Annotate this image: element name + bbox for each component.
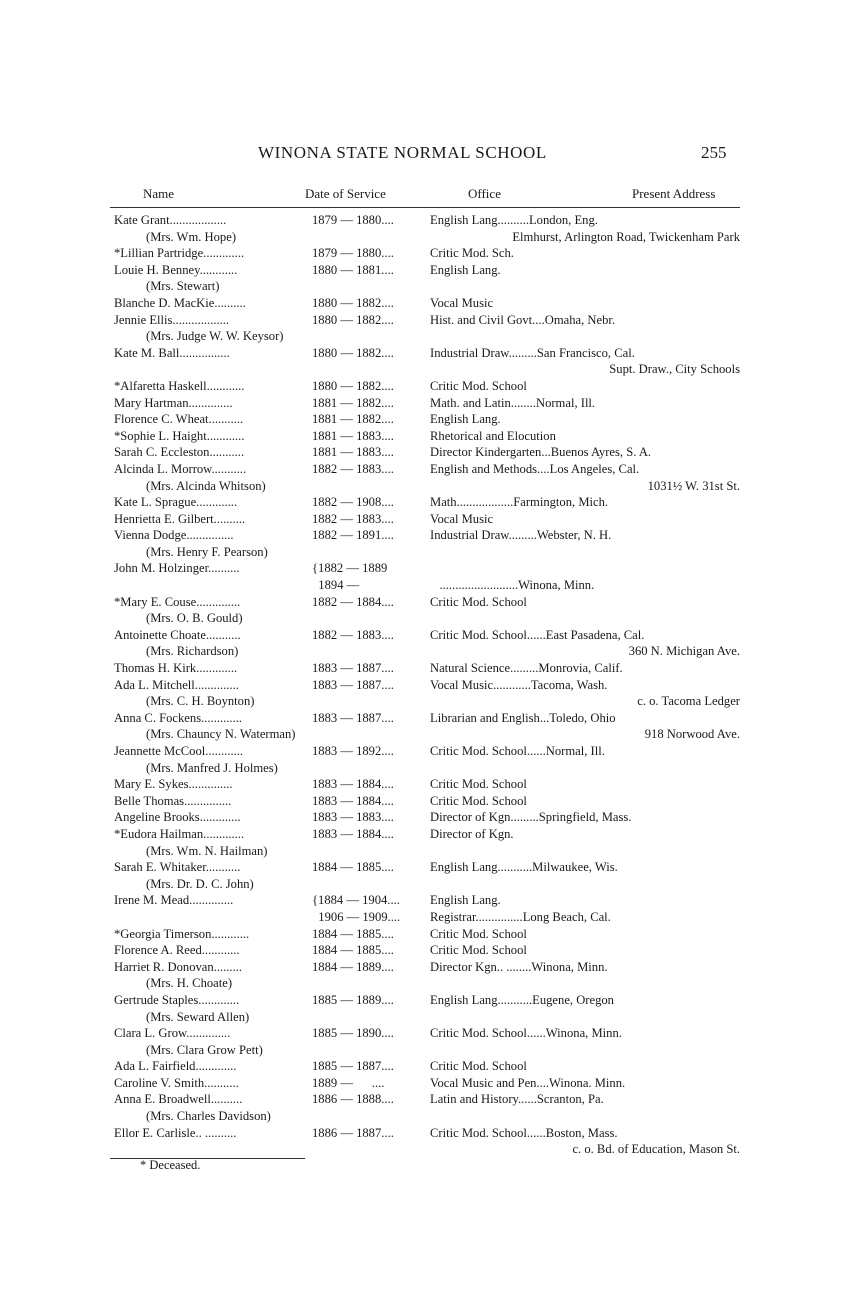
entry-office: Industrial Draw.........Webster, N. H. — [430, 528, 612, 543]
entry-name: Belle Thomas............... — [114, 793, 232, 808]
entry-married-name: (Mrs. Judge W. W. Keysor) — [146, 329, 284, 344]
list-item — [0, 1108, 846, 1125]
col-address-header: Present Address — [632, 186, 716, 201]
entry-married-name: (Mrs. Stewart) — [146, 279, 220, 294]
entry-office: Vocal Music — [430, 295, 494, 310]
entry-office: English Lang. — [430, 262, 501, 277]
entry-name: Gertrude Staples............. — [114, 992, 240, 1007]
list-item — [0, 660, 846, 677]
entry-office: Industrial Draw.........San Francisco, Cal. — [430, 345, 635, 360]
list-item — [0, 610, 846, 627]
list-item — [0, 826, 846, 843]
running-head — [0, 143, 846, 167]
entry-name: Sarah C. Eccleston........... — [114, 445, 245, 460]
entry-dates: 1894 — — [312, 578, 360, 593]
page-title: WINONA STATE NORMAL SCHOOL — [258, 143, 547, 162]
entry-married-name: (Mrs. Chauncy N. Waterman) — [146, 727, 296, 742]
entry-office: Director Kgn.. ........Winona, Minn. — [430, 959, 608, 974]
staff-list — [0, 212, 846, 1162]
entry-dates: 1881 — 1883.... — [312, 445, 394, 460]
entry-dates: 1884 — 1889.... — [312, 959, 394, 974]
entry-married-name: (Mrs. Wm. N. Hailman) — [146, 843, 268, 858]
list-item — [0, 262, 846, 279]
footnote: * Deceased. — [140, 1158, 201, 1172]
list-item — [0, 909, 846, 926]
entry-office: Critic Mod. Sch. — [430, 246, 514, 261]
entry-married-name: (Mrs. Dr. D. C. John) — [146, 876, 254, 891]
entry-name: Kate L. Sprague............. — [114, 495, 238, 510]
list-item — [0, 212, 846, 229]
entry-name: *Mary E. Couse.............. — [114, 594, 241, 609]
entry-office: Vocal Music............Tacoma, Wash. — [430, 677, 608, 692]
entry-name: Mary E. Sykes.............. — [114, 777, 233, 792]
entry-married-name: (Mrs. Charles Davidson) — [146, 1109, 271, 1124]
list-item — [0, 1141, 846, 1158]
entry-name: Clara L. Grow.............. — [114, 1026, 231, 1041]
list-item — [0, 1009, 846, 1026]
entry-office: Critic Mod. School......Normal, Ill. — [430, 744, 605, 758]
entry-name: Vienna Dodge............... — [114, 528, 234, 543]
entry-dates: 1882 — 1908.... — [312, 495, 394, 510]
entry-dates: 1882 — 1884.... — [312, 594, 394, 609]
entry-name: *Lillian Partridge............. — [114, 246, 245, 261]
entry-dates: 1882 — 1883.... — [312, 511, 394, 526]
list-item — [0, 1075, 846, 1092]
list-item — [0, 444, 846, 461]
list-item — [0, 693, 846, 710]
list-item — [0, 843, 846, 860]
list-item — [0, 345, 846, 362]
entry-dates: 1880 — 1882.... — [312, 345, 394, 360]
entry-office: Critic Mod. School — [430, 1059, 527, 1074]
entry-dates: 1886 — 1887.... — [312, 1125, 394, 1140]
entry-dates: 1880 — 1882.... — [312, 295, 394, 310]
list-item — [0, 395, 846, 412]
entry-address: Elmhurst, Arlington Road, Twickenham Park — [512, 229, 740, 244]
entry-married-name: (Mrs. Manfred J. Holmes) — [146, 760, 278, 775]
entry-dates: {1884 — 1904.... — [312, 893, 400, 908]
list-item — [0, 643, 846, 660]
entry-name: Ada L. Mitchell.............. — [114, 677, 239, 692]
entry-office: Director of Kgn.........Springfield, Mass. — [430, 810, 632, 825]
list-item — [0, 361, 846, 378]
entry-married-name: (Mrs. H. Choate) — [146, 976, 233, 991]
entry-name: Harriet R. Donovan......... — [114, 959, 243, 974]
entry-office: Natural Science.........Monrovia, Calif. — [430, 661, 623, 676]
list-item — [0, 1058, 846, 1075]
entry-name: Antoinette Choate........... — [114, 627, 241, 642]
list-item — [0, 295, 846, 312]
list-item — [0, 892, 846, 909]
entry-dates: 1880 — 1881.... — [312, 262, 394, 277]
entry-name: Ada L. Fairfield............. — [114, 1059, 237, 1074]
list-item — [0, 1125, 846, 1142]
entry-married-name: (Mrs. Clara Grow Pett) — [146, 1042, 263, 1057]
entry-office: Latin and History......Scranton, Pa. — [430, 1092, 604, 1107]
list-item — [0, 411, 846, 428]
entry-dates: 1882 — 1883.... — [312, 627, 394, 642]
list-item — [0, 942, 846, 959]
entry-dates: 1882 — 1891.... — [312, 528, 394, 543]
entry-dates: 1883 — 1884.... — [312, 793, 394, 808]
list-item — [0, 494, 846, 511]
entry-name: Florence C. Wheat........... — [114, 412, 244, 427]
entry-name: Caroline V. Smith........... — [114, 1075, 239, 1090]
entry-address: 360 N. Michigan Ave. — [628, 644, 740, 659]
list-item — [0, 461, 846, 478]
entry-dates: 1885 — 1890.... — [312, 1026, 394, 1041]
list-item — [0, 577, 846, 594]
entry-dates: 1883 — 1892.... — [312, 744, 394, 758]
entry-office: Hist. and Civil Govt....Omaha, Nebr. — [430, 312, 616, 327]
entry-name: Kate M. Ball................ — [114, 345, 230, 360]
list-item — [0, 809, 846, 826]
entry-dates: 1886 — 1888.... — [312, 1092, 394, 1107]
entry-office: Registrar...............Long Beach, Cal. — [430, 909, 611, 924]
entry-name: Anna C. Fockens............. — [114, 710, 243, 725]
entry-dates: 1883 — 1887.... — [312, 661, 394, 676]
entry-address: c. o. Tacoma Ledger — [637, 694, 740, 709]
entry-office: Critic Mod. School — [430, 777, 527, 792]
entry-office: Critic Mod. School — [430, 926, 527, 941]
entry-dates: 1883 — 1884.... — [312, 777, 394, 792]
entry-married-name: (Mrs. Richardson) — [146, 644, 239, 659]
entry-name: Louie H. Benney............ — [114, 262, 238, 277]
entry-name: Jennie Ellis.................. — [114, 312, 230, 327]
col-name-header: Name — [143, 186, 175, 201]
list-item — [0, 1091, 846, 1108]
entry-married-name: (Mrs. O. B. Gould) — [146, 611, 243, 626]
entry-name: Florence A. Reed............ — [114, 943, 240, 958]
entry-married-name: (Mrs. Henry F. Pearson) — [146, 544, 268, 559]
entry-name: *Sophie L. Haight............ — [114, 428, 245, 443]
entry-office: English Lang. — [430, 412, 501, 427]
entry-dates: 1884 — 1885.... — [312, 926, 394, 941]
entry-office: English Lang...........Eugene, Oregon — [430, 992, 614, 1007]
entry-dates: 1880 — 1882.... — [312, 312, 394, 327]
entry-dates: {1882 — 1889 — [312, 561, 388, 576]
entry-name: Mary Hartman.............. — [114, 395, 233, 410]
list-item — [0, 229, 846, 246]
entry-office: Rhetorical and Elocution — [430, 428, 556, 443]
entry-office: .........................Winona, Minn. — [430, 578, 595, 593]
entry-name: Jeannette McCool............ — [114, 744, 244, 758]
entry-name: John M. Holzinger.......... — [114, 561, 240, 576]
list-item — [0, 926, 846, 943]
list-item — [0, 278, 846, 295]
entry-office: English Lang...........Milwaukee, Wis. — [430, 860, 618, 875]
entry-name: *Georgia Timerson............ — [114, 926, 250, 941]
entry-office: Vocal Music — [430, 511, 494, 526]
entry-name: *Eudora Hailman............. — [114, 826, 245, 841]
list-item — [0, 876, 846, 893]
entry-office: English Lang. — [430, 893, 501, 908]
list-item — [0, 627, 846, 644]
entry-office: Critic Mod. School......Winona, Minn. — [430, 1026, 622, 1041]
entry-office: Librarian and English...Toledo, Ohio — [430, 710, 616, 725]
entry-married-name: (Mrs. Seward Allen) — [146, 1009, 250, 1024]
entry-married-name: (Mrs. C. H. Boynton) — [146, 694, 255, 709]
entry-address: c. o. Bd. of Education, Mason St. — [572, 1142, 740, 1157]
list-item — [0, 992, 846, 1009]
entry-dates: 1881 — 1882.... — [312, 412, 394, 427]
entry-office: English and Methods....Los Angeles, Cal. — [430, 461, 640, 476]
entry-dates: 1884 — 1885.... — [312, 943, 394, 958]
entry-dates: 1882 — 1883.... — [312, 461, 394, 476]
list-item — [0, 859, 846, 876]
list-item — [0, 245, 846, 262]
entry-dates: 1883 — 1883.... — [312, 810, 394, 825]
entry-dates: 1883 — 1887.... — [312, 677, 394, 692]
entry-name: Thomas H. Kirk............. — [114, 661, 238, 676]
list-item — [0, 760, 846, 777]
list-item — [0, 312, 846, 329]
entry-name: Anna E. Broadwell.......... — [114, 1092, 243, 1107]
entry-dates: 1885 — 1887.... — [312, 1059, 394, 1074]
entry-office: Director of Kgn. — [430, 826, 514, 841]
entry-name: Irene M. Mead.............. — [114, 893, 234, 908]
entry-office: Critic Mod. School — [430, 378, 527, 393]
column-headers — [0, 186, 846, 204]
list-item — [0, 560, 846, 577]
col-office-header: Office — [468, 186, 501, 201]
entry-office: Director Kindergarten...Buenos Ayres, S. A. — [430, 445, 652, 460]
list-item — [0, 677, 846, 694]
entry-dates: 1889 — .... — [312, 1075, 385, 1090]
entry-dates: 1880 — 1882.... — [312, 378, 394, 393]
entry-dates: 1879 — 1880.... — [312, 246, 394, 261]
entry-office: Vocal Music and Pen....Winona. Minn. — [430, 1075, 626, 1090]
entry-office: Critic Mod. School......East Pasadena, Cal. — [430, 627, 645, 642]
list-item — [0, 793, 846, 810]
list-item — [0, 594, 846, 611]
list-item — [0, 726, 846, 743]
list-item — [0, 710, 846, 727]
entry-name: Ellor E. Carlisle.. .......... — [114, 1125, 237, 1140]
list-item — [0, 378, 846, 395]
entry-dates: 1883 — 1884.... — [312, 826, 394, 841]
entry-name: Kate Grant.................. — [114, 213, 227, 227]
header-rule — [110, 207, 740, 208]
entry-dates: 1883 — 1887.... — [312, 710, 394, 725]
entry-address: 1031½ W. 31st St. — [647, 478, 740, 493]
list-item — [0, 776, 846, 793]
entry-office: Math..................Farmington, Mich. — [430, 495, 609, 510]
entry-married-name: (Mrs. Alcinda Whitson) — [146, 478, 266, 493]
entry-dates: 1906 — 1909.... — [312, 909, 401, 924]
col-date-header: Date of Service — [305, 186, 386, 201]
list-item — [0, 1025, 846, 1042]
entry-address: 918 Norwood Ave. — [644, 727, 740, 742]
list-item — [0, 428, 846, 445]
list-item — [0, 1042, 846, 1059]
entry-address: Supt. Draw., City Schools — [609, 362, 740, 377]
entry-dates: 1881 — 1882.... — [312, 395, 394, 410]
list-item — [0, 478, 846, 495]
list-item — [0, 743, 846, 760]
entry-office: English Lang..........London, Eng. — [430, 213, 598, 227]
entry-name: Henrietta E. Gilbert.......... — [114, 511, 246, 526]
entry-dates: 1879 — 1880.... — [312, 213, 394, 227]
entry-married-name: (Mrs. Wm. Hope) — [146, 229, 237, 244]
entry-office: Math. and Latin........Normal, Ill. — [430, 395, 596, 410]
entry-name: *Alfaretta Haskell............ — [114, 378, 245, 393]
list-item — [0, 959, 846, 976]
entry-office: Critic Mod. School — [430, 594, 527, 609]
list-item — [0, 328, 846, 345]
entry-name: Alcinda L. Morrow........... — [114, 461, 247, 476]
page-number: 255 — [701, 143, 727, 162]
entry-office: Critic Mod. School......Boston, Mass. — [430, 1125, 618, 1140]
list-item — [0, 975, 846, 992]
entry-office: Critic Mod. School — [430, 943, 527, 958]
entry-dates: 1884 — 1885.... — [312, 860, 394, 875]
entry-name: Angeline Brooks............. — [114, 810, 241, 825]
entry-office: Critic Mod. School — [430, 793, 527, 808]
entry-name: Sarah E. Whitaker........... — [114, 860, 241, 875]
entry-dates: 1885 — 1889.... — [312, 992, 394, 1007]
list-item — [0, 511, 846, 528]
entry-name: Blanche D. MacKie.......... — [114, 295, 246, 310]
list-item — [0, 527, 846, 544]
entry-dates: 1881 — 1883.... — [312, 428, 394, 443]
list-item — [0, 544, 846, 561]
